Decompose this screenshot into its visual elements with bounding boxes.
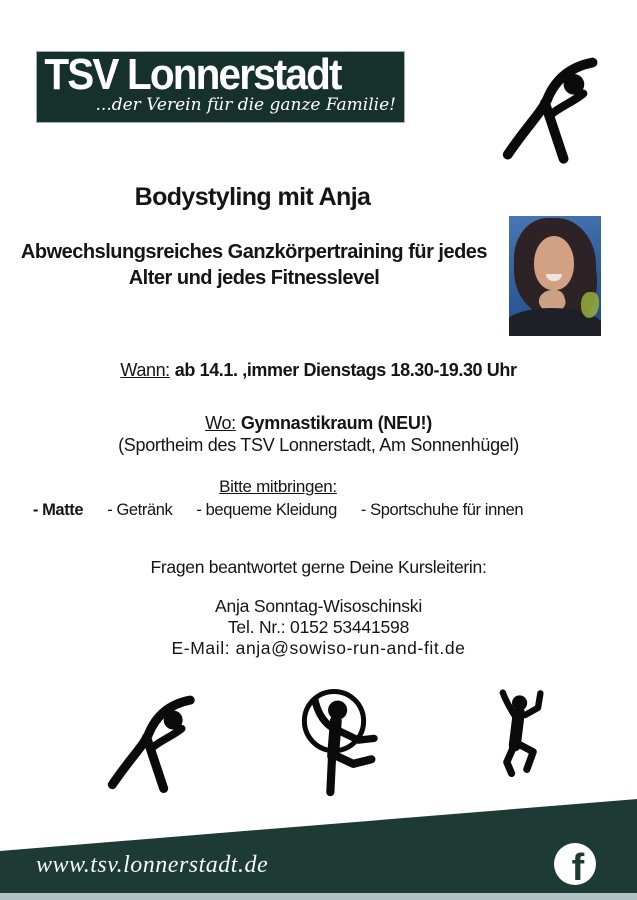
facebook-icon[interactable]	[554, 843, 596, 885]
where-label: Wo:	[205, 413, 236, 433]
side-stretch-figure-icon	[494, 45, 598, 172]
website-link[interactable]: www.tsv.lonnerstadt.de	[36, 852, 269, 878]
bring-item: - Getränk	[107, 501, 173, 519]
side-stretch-figure-icon	[100, 678, 195, 807]
club-logo	[36, 51, 405, 123]
contact-email[interactable]: E-Mail: anja@sowiso-run-and-fit.de	[171, 638, 466, 658]
when-label: Wann:	[120, 360, 170, 380]
trainer-photo	[509, 216, 601, 336]
bring-label: Bitte mitbringen:	[219, 477, 337, 496]
course-subtitle: Abwechslungsreiches Ganzkörpertraining für jedes Alter und jedes Fitnesslevel	[20, 241, 488, 289]
contact-intro: Fragen beantwortet gerne Deine Kursleiterin:	[150, 557, 487, 577]
where-value: Gymnastikraum (NEU!)	[240, 413, 432, 433]
hoop-gymnast-figure-icon	[283, 686, 385, 803]
where-line	[0, 412, 637, 434]
when-value: ab 14.1. ,immer Dienstags 18.30-19.30 Uhr	[174, 360, 517, 380]
club-logo-title: TSV Lonnerstadt	[44, 50, 341, 99]
contact-name: Anja Sonntag-Wisoschinski	[214, 596, 423, 616]
club-logo-tagline: ...der Verein für die ganze Familie!	[95, 95, 396, 115]
photo-shirt-accent	[581, 292, 599, 318]
bottom-edge-strip	[0, 893, 637, 900]
when-line	[0, 360, 637, 381]
contact-block	[0, 596, 637, 659]
facebook-letter: f	[571, 847, 585, 885]
jumping-figure-icon	[478, 684, 558, 791]
bring-item: - bequeme Kleidung	[196, 501, 337, 519]
photo-face	[534, 236, 574, 290]
bring-item: - Sportschuhe für innen	[360, 501, 524, 519]
bring-block	[0, 477, 556, 520]
course-title: Bodystyling mit Anja	[134, 183, 371, 211]
where-block	[0, 412, 637, 456]
contact-phone: Tel. Nr.: 0152 53441598	[227, 617, 410, 637]
bring-items	[0, 501, 556, 520]
where-detail: (Sportheim des TSV Lonnerstadt, Am Sonnenhügel)	[118, 435, 519, 455]
footer-band	[0, 792, 637, 900]
bring-item: - Matte	[32, 501, 84, 519]
